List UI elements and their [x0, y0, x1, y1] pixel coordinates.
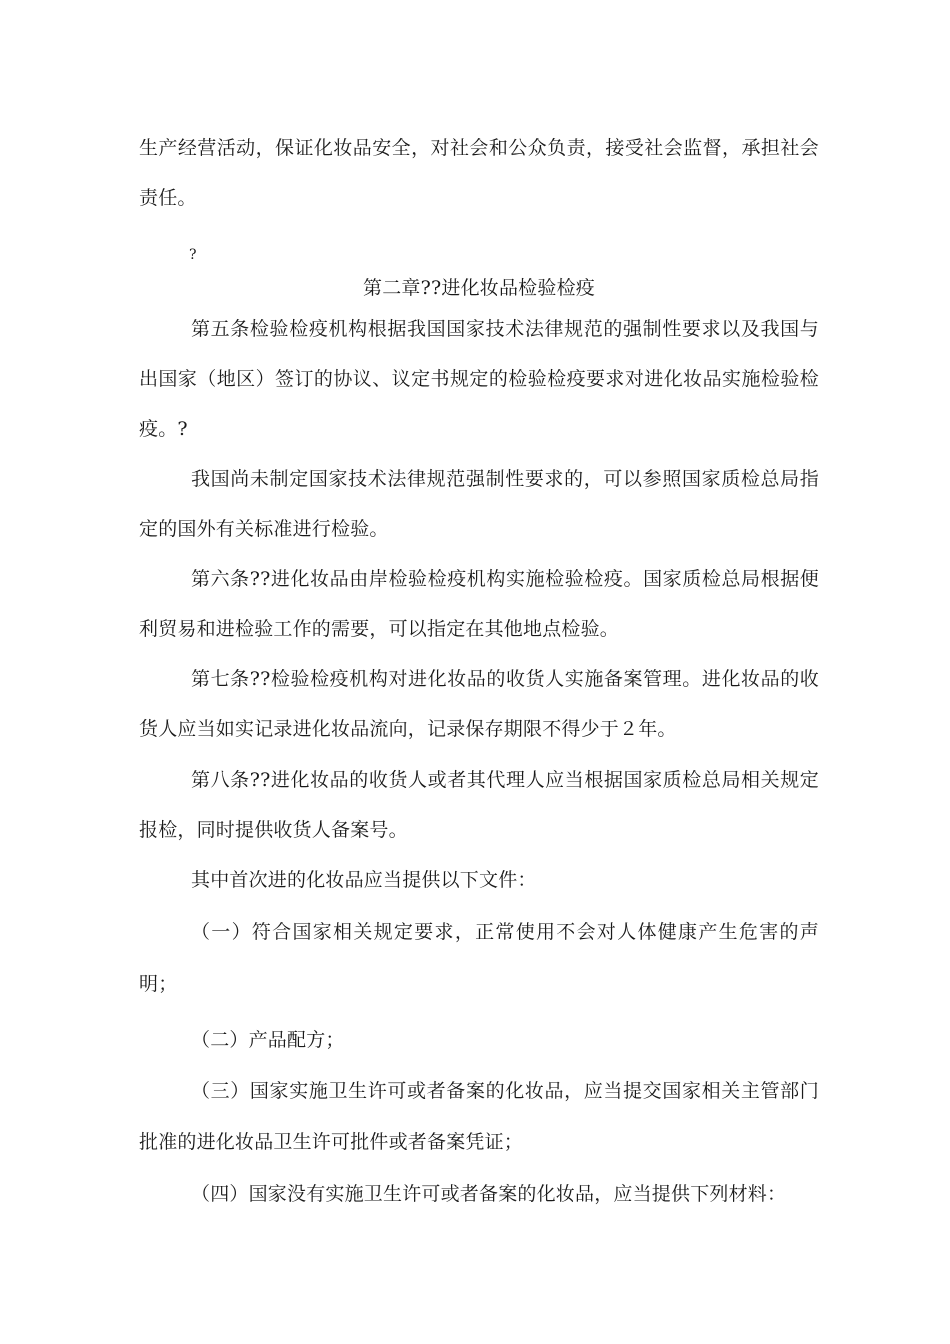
text-line: 明；: [139, 973, 178, 995]
chapter-heading: 第二章??进化妆品检验检疫: [363, 277, 595, 299]
text-line: （四）国家没有实施卫生许可或者备案的化妆品，应当提供下列材料：: [191, 1183, 787, 1205]
text-line: 第五条检验检疫机构根据我国国家技术法律规范的强制性要求以及我国与: [191, 318, 819, 340]
text-line: 利贸易和进检验工作的需要，可以指定在其他地点检验。: [139, 618, 620, 640]
text-line: 责任。: [139, 187, 197, 209]
text-line: 其中首次进的化妆品应当提供以下文件：: [191, 869, 537, 891]
text-line: 批准的进化妆品卫生许可批件或者备案凭证；: [139, 1131, 524, 1153]
text-line: 报检，同时提供收货人备案号。: [139, 819, 408, 841]
text-line: 第七条??检验检疫机构对进化妆品的收货人实施备案管理。进化妆品的收: [191, 668, 819, 690]
text-line: 定的国外有关标准进行检验。: [139, 518, 389, 540]
text-line: 货人应当如实记录进化妆品流向，记录保存期限不得少于２年。: [139, 718, 677, 740]
text-line: （一）符合国家相关规定要求，正常使用不会对人体健康产生危害的声: [191, 921, 819, 943]
text-line: 生产经营活动，保证化妆品安全，对社会和公众负责，接受社会监督，承担社会: [139, 137, 819, 159]
text-line: 第六条??进化妆品由岸检验检疫机构实施检验检疫。国家质检总局根据便: [191, 568, 819, 590]
text-line: （三）国家实施卫生许可或者备案的化妆品，应当提交国家相关主管部门: [191, 1080, 819, 1102]
text-line: 第八条??进化妆品的收货人或者其代理人应当根据国家质检总局相关规定: [191, 769, 819, 791]
text-line: 出国家（地区）签订的协议、议定书规定的检验检疫要求对进化妆品实施检验检: [139, 368, 819, 390]
text-line: ?: [189, 247, 197, 263]
text-line: 疫。?: [139, 418, 188, 440]
text-line: 我国尚未制定国家技术法律规范强制性要求的，可以参照国家质检总局指: [191, 468, 819, 490]
text-line: （二）产品配方；: [191, 1029, 345, 1051]
